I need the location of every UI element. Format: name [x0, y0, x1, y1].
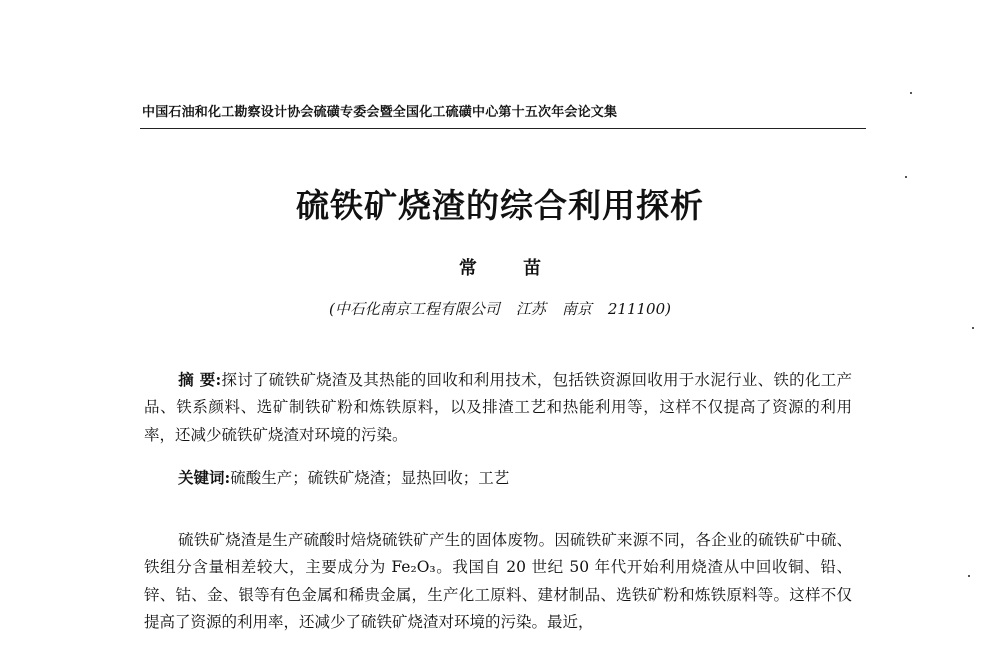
affiliation-city: 南京 — [561, 300, 592, 318]
scan-speck — [905, 176, 907, 178]
keywords — [144, 464, 852, 492]
running-head: 中国石油和化工勘察设计协会硫磺专委会暨全国化工硫磺中心第十五次年会论文集 — [142, 105, 618, 120]
affiliation-postcode: 211100) — [607, 300, 671, 318]
scan-speck — [972, 327, 974, 329]
keywords-text: 硫酸生产；硫铁矿烧渣；显热回收；工艺 — [230, 469, 510, 487]
affiliation-province: 江苏 — [515, 300, 546, 318]
affiliation — [0, 298, 1000, 319]
scan-speck — [968, 575, 970, 577]
abstract-label: 摘 要: — [178, 370, 222, 389]
affiliation-org: (中石化南京工程有限公司 — [328, 300, 500, 318]
body-paragraph — [144, 527, 852, 636]
body-paragraph-text: 硫铁矿烧渣是生产硫酸时焙烧硫铁矿产生的固体废物。因硫铁矿来源不同，各企业的硫铁矿中硫、铁组分含量相差较大，主要成分为 Fe₂O₃。我国自 20 世纪 50 年代开始利用烧渣从中回收铜、铅、锌、钴、金、银等有色金属和稀贵金属，生产化工原料、建材制品、选铁矿粉和炼铁原料等。这样不仅提高了资源的利用率，还减少了硫铁矿烧渣对环境的污染。最近， — [144, 531, 852, 631]
author-name: 常 苗 — [458, 258, 562, 279]
paper-title: 硫铁矿烧渣的综合利用探析 — [296, 186, 704, 225]
abstract-text: 探讨了硫铁矿烧渣及其热能的回收和利用技术，包括铁资源回收用于水泥行业、铁的化工产品、铁系颜料、选矿制铁矿粉和炼铁原料，以及排渣工艺和热能利用等，这样不仅提高了资源的利用率，还减少硫铁矿烧渣对环境的污染。 — [144, 371, 852, 444]
header-rule — [140, 128, 866, 129]
abstract — [144, 366, 852, 449]
keywords-label: 关键词: — [178, 468, 231, 487]
scan-speck — [910, 92, 912, 94]
